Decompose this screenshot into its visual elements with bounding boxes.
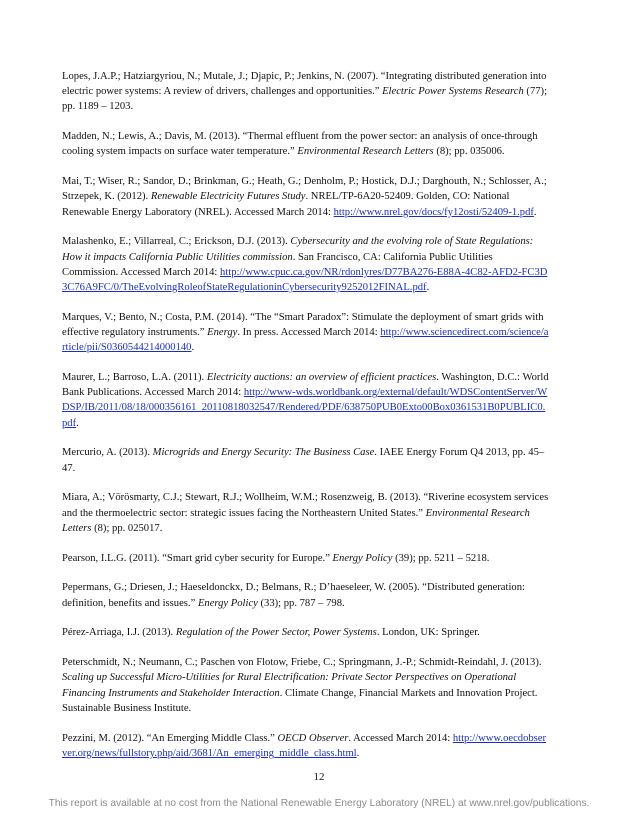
- reference-entry: [62, 625, 550, 640]
- reference-title: Environmental Research Letters: [297, 146, 434, 158]
- reference-entry: [62, 69, 550, 115]
- reference-entry: [62, 655, 550, 716]
- reference-text: . London, UK: Springer.: [376, 627, 480, 639]
- reference-text: Marques, V.; Bento, N.; Costa, P.M. (2014). “The “Smart Paradox”: Stimulate the deployment of smart grids with effective regulatory instruments.”: [62, 311, 544, 339]
- reference-entry: [62, 580, 550, 610]
- reference-title: Energy Policy: [197, 597, 258, 609]
- reference-title: Scaling up Successful Micro-Utilities for Rural Electrification: Private Sector Perspectives on Operational Financing Instruments and Stakeholder Interaction: [62, 672, 517, 699]
- reference-text: Pezzini, M. (2012). “An Emerging Middle Class.”: [62, 732, 278, 744]
- reference-text: .: [76, 417, 79, 429]
- reference-text: . IAEE Energy Forum Q4 2013, pp. 45–47.: [62, 447, 545, 474]
- footer-notice: This report is available at no cost from the National Renewable Energy Laboratory (NREL) at www.nrel.gov/publications.: [48, 798, 590, 809]
- reference-link[interactable]: http://www.oecdobserver.org/news/fullstory.php/aid/3681/An_emerging_middle_class.html: [62, 732, 547, 759]
- reference-title: Environmental Research Letters: [62, 507, 530, 534]
- reference-title: Electricity auctions: an overview of efficient practices: [206, 372, 437, 384]
- reference-link[interactable]: http://www.sciencedirect.com/science/article/pii/S0360544214000140: [62, 327, 549, 354]
- reference-text: Madden, N.; Lewis, A.; Davis, M. (2013). “Thermal effluent from the power sector: an analysis of once-through cooling system impacts on surface water temperature.”: [62, 131, 538, 158]
- reference-text: Maurer, L.; Barroso, L.A. (2011).: [62, 372, 207, 384]
- reference-text: (8); pp. 035006.: [433, 146, 505, 158]
- reference-entry: [62, 234, 550, 295]
- reference-text: . Washington, D.C.: World Bank Publications. Accessed March 2014:: [62, 372, 549, 399]
- reference-entry: [62, 445, 550, 475]
- reference-text: . NREL/TP-6A20-52409. Golden, CO: National Renewable Energy Laboratory (NREL). Accessed March 2014:: [62, 191, 510, 218]
- page-number: 12: [313, 771, 325, 783]
- reference-text: Pearson, I.L.G. (2011). “Smart grid cyber security for Europe.”: [62, 552, 333, 564]
- reference-text: Pérez-Arriaga, I.J. (2013).: [62, 627, 176, 639]
- reference-text: (33); pp. 787 – 798.: [257, 597, 345, 609]
- reference-title: Cybersecurity and the evolving role of State Regulations: How it impacts California Public Utilities commission: [62, 236, 534, 263]
- reference-text: Malashenko, E.; Villarreal, C.; Erickson, D.J. (2013).: [62, 236, 291, 248]
- reference-entry: [62, 174, 550, 220]
- reference-entry: [62, 310, 550, 356]
- reference-text: Lopes, J.A.P.; Hatziargyriou, N.; Mutale, J.; Djapic, P.; Jenkins, N. (2007). “Integrating distributed generation into electric power systems: A review of drivers, challenges and opportunities.”: [62, 71, 547, 98]
- reference-title: Electric Power Systems Research: [382, 86, 524, 98]
- reference-link[interactable]: http://www.nrel.gov/docs/fy12osti/52409-1.pdf: [333, 206, 534, 218]
- reference-text: (77); pp. 1189 – 1203.: [62, 86, 548, 113]
- reference-link[interactable]: http://www.cpuc.ca.gov/NR/rdonlyres/D77BA276-E88A-4C82-AFD2-FC3D3C76A9FC/0/TheEvolvingRoleofStateRegulationinCybersecurity9252012FINAL.pdf: [62, 266, 548, 294]
- reference-text: Pepermans, G.; Driesen, J.; Haeseldonckx, D.; Belmans, R.; D’haeseleer, W. (2005). “Distributed generation: definition, benefits and issues.”: [62, 582, 525, 609]
- reference-text: .: [191, 342, 195, 354]
- reference-title: Microgrids and Energy Security: The Business Case: [152, 447, 375, 459]
- reference-entry: [62, 551, 550, 566]
- reference-text: (39); pp. 5211 – 5218.: [392, 552, 490, 564]
- reference-title: Renewable Electricity Futures Study: [150, 191, 306, 203]
- reference-entry: [62, 731, 550, 761]
- reference-text: Miara, A.; Vörösmarty, C.J.; Stewart, R.J.; Wollheim, W.M.; Rosenzweig, B. (2013). “Riverine ecosystem services and the thermoelectric sector: strategic issues facing the Northeastern United States.”: [62, 492, 549, 519]
- reference-text: . In press. Accessed March 2014:: [237, 327, 381, 339]
- reference-text: .: [533, 206, 537, 218]
- reference-title: OECD Observer: [277, 732, 349, 744]
- reference-entry: [62, 490, 550, 536]
- reference-text: . San Francisco, CA: California Public Utilities Commission. Accessed March 2014:: [62, 251, 493, 278]
- reference-title: Regulation of the Power Sector, Power Systems: [175, 627, 377, 639]
- reference-text: .: [356, 747, 360, 759]
- reference-entry: [62, 370, 550, 431]
- reference-list: [62, 69, 550, 776]
- reference-text: .: [426, 282, 430, 294]
- reference-entry: [62, 129, 550, 159]
- reference-link[interactable]: http://www-wds.worldbank.org/external/default/WDSContentServer/WDSP/IB/2011/08/18/000356161_20110818032547/Rendered/PDF/638750PUB0Exto00Box0361531B0PUBLIC0.pdf: [62, 387, 548, 429]
- reference-text: Peterschmidt, N.; Neumann, C.; Paschen von Flotow, Friebe, C.; Springmann, J.-P.; Schmidt-Reindahl, J. (2013).: [62, 657, 542, 669]
- reference-text: (8); pp. 025017.: [91, 522, 163, 534]
- reference-text: Mercurio, A. (2013).: [62, 447, 153, 459]
- reference-text: . Accessed March 2014:: [348, 732, 453, 744]
- reference-text: Mai, T.; Wiser, R.; Sandor, D.; Brinkman, G.; Heath, G.; Denholm, P.; Hostick, D.J.; Darghouth, N.; Schlosser, A.; Strzepek, K. (2012).: [62, 176, 547, 203]
- reference-title: Energy Policy: [332, 552, 393, 564]
- reference-text: . Climate Change, Financial Markets and Innovation Project. Sustainable Business Institute.: [62, 687, 538, 714]
- reference-title: Energy: [207, 327, 238, 339]
